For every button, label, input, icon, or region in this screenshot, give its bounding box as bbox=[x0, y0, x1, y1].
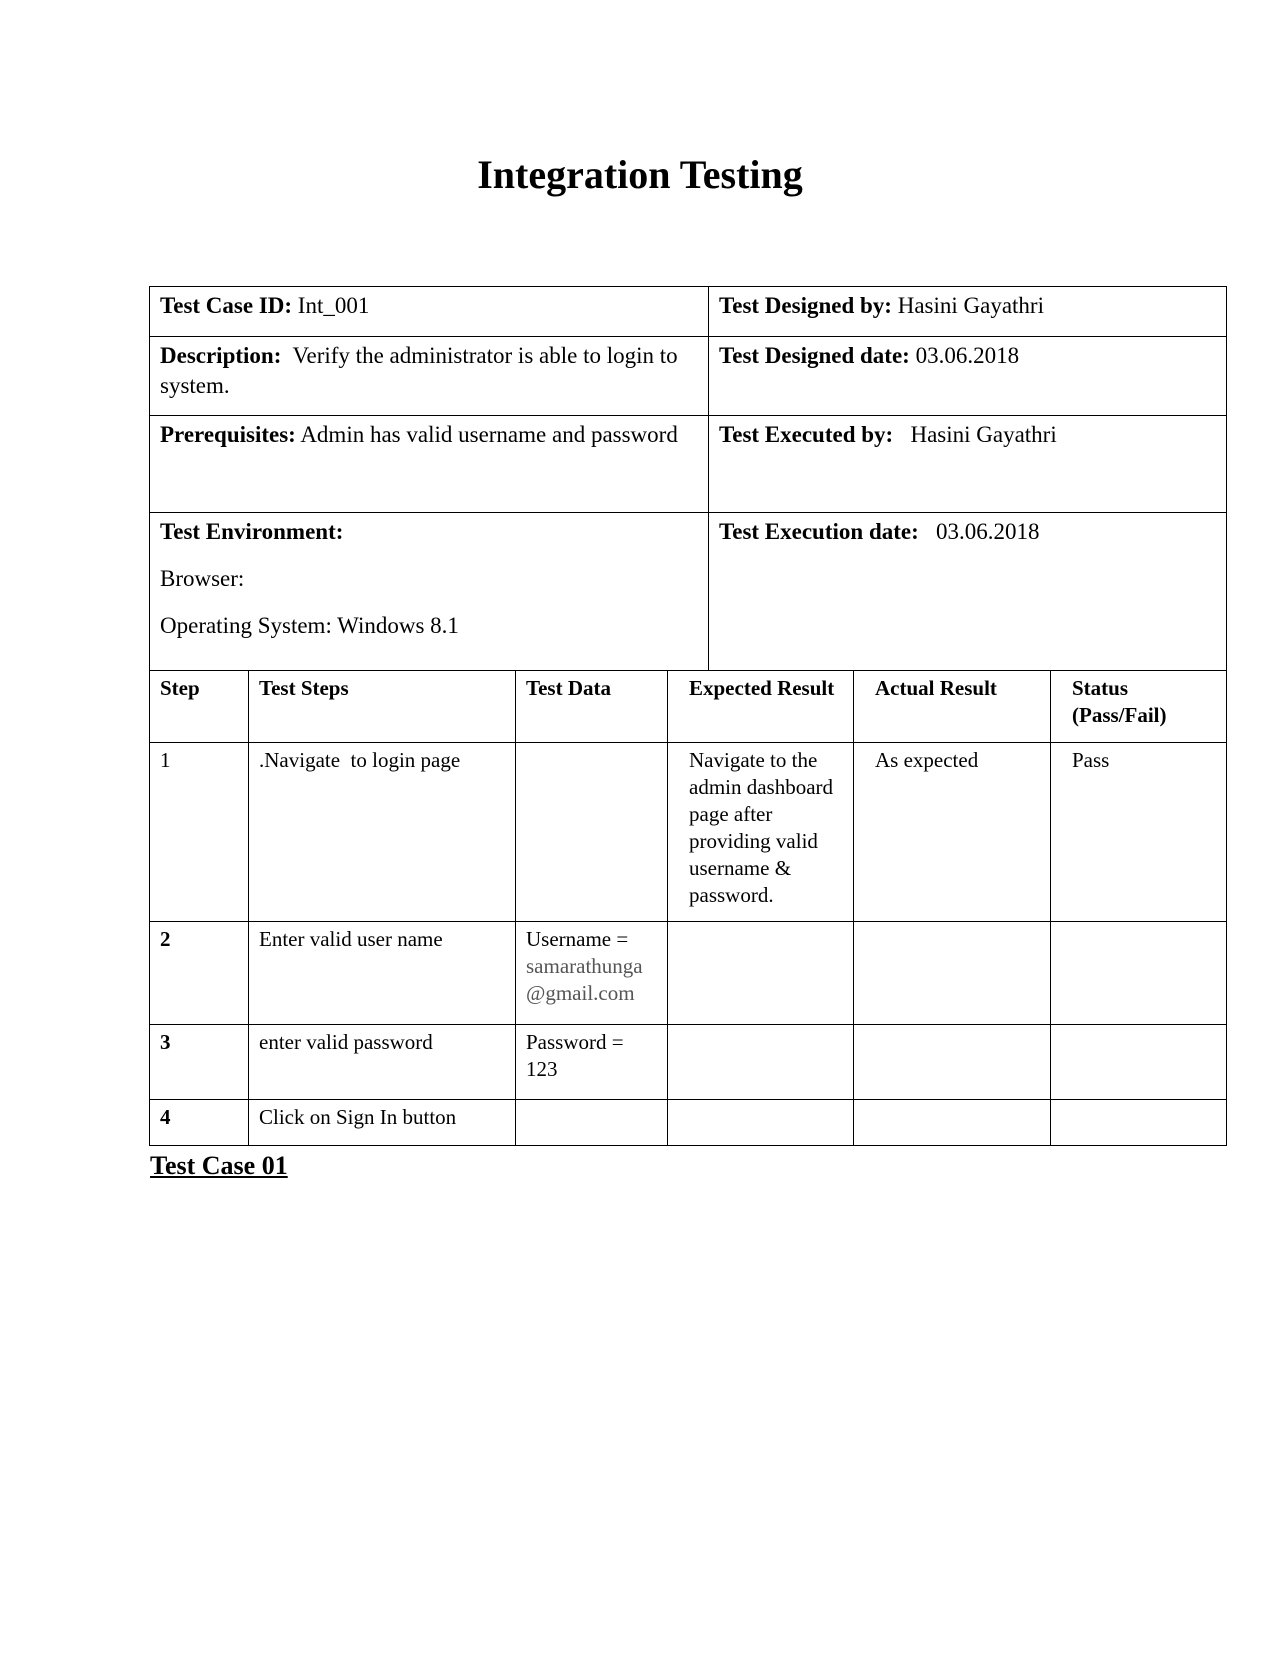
designed-date-value: 03.06.2018 bbox=[909, 343, 1020, 368]
info-row-2 bbox=[150, 337, 1227, 416]
designed-date-cell bbox=[709, 337, 1227, 416]
prerequisites-value: Admin has valid username and password bbox=[295, 422, 678, 447]
step-expected-result bbox=[668, 1100, 854, 1146]
step-test-data bbox=[516, 922, 668, 1025]
step-status: Pass bbox=[1051, 743, 1227, 922]
step-description: Enter valid user name bbox=[249, 922, 516, 1025]
step-number: 3 bbox=[150, 1025, 249, 1100]
step-expected-result bbox=[668, 1025, 854, 1100]
environment-cell bbox=[150, 513, 709, 671]
step-actual-result bbox=[854, 922, 1051, 1025]
info-row-4 bbox=[150, 513, 1227, 671]
steps-table bbox=[150, 671, 1227, 1146]
description-label: Description: bbox=[160, 343, 282, 368]
test-case-table bbox=[149, 286, 1227, 1146]
designed-date-label: Test Designed date: bbox=[719, 343, 910, 368]
header-step: Step bbox=[150, 671, 249, 743]
step-actual-result: As expected bbox=[854, 743, 1051, 922]
execution-date-value: 03.06.2018 bbox=[918, 519, 1040, 544]
step-number: 4 bbox=[150, 1100, 249, 1146]
test-case-id-label: Test Case ID: bbox=[160, 293, 293, 318]
step-status bbox=[1051, 1100, 1227, 1146]
step-test-data bbox=[516, 743, 668, 922]
designed-by-value: Hasini Gayathri bbox=[891, 293, 1044, 318]
browser-line: Browser: bbox=[160, 566, 245, 591]
page-title: Integration Testing bbox=[477, 152, 803, 197]
steps-header-row bbox=[150, 671, 1227, 743]
step-description: enter valid password bbox=[249, 1025, 516, 1100]
info-row-1 bbox=[150, 287, 1227, 337]
header-test-data: Test Data bbox=[516, 671, 668, 743]
table-caption: Test Case 01 bbox=[150, 1151, 288, 1180]
execution-date-cell bbox=[709, 513, 1227, 671]
step-actual-result bbox=[854, 1100, 1051, 1146]
test-case-id-cell bbox=[150, 287, 709, 337]
designed-by-cell bbox=[709, 287, 1227, 337]
step-test-data bbox=[516, 1025, 668, 1100]
step-status bbox=[1051, 922, 1227, 1025]
step-status bbox=[1051, 1025, 1227, 1100]
table-row bbox=[150, 922, 1227, 1025]
designed-by-label: Test Designed by: bbox=[719, 293, 892, 318]
prerequisites-cell bbox=[150, 416, 709, 513]
test-data-label: Password = bbox=[526, 1030, 624, 1054]
test-data-value: 123 bbox=[526, 1057, 558, 1081]
executed-by-label: Test Executed by: bbox=[719, 422, 894, 447]
step-number: 1 bbox=[150, 743, 249, 922]
step-expected-result: Navigate to the admin dashboard page after providing valid username & password. bbox=[668, 743, 854, 922]
step-description: Click on Sign In button bbox=[249, 1100, 516, 1146]
info-row-3 bbox=[150, 416, 1227, 513]
step-actual-result bbox=[854, 1025, 1051, 1100]
test-data-label: Username = bbox=[526, 927, 629, 951]
step-description: .Navigate to login page bbox=[249, 743, 516, 922]
table-row bbox=[150, 1025, 1227, 1100]
header-status: Status (Pass/Fail) bbox=[1051, 671, 1227, 743]
header-test-steps: Test Steps bbox=[249, 671, 516, 743]
table-row bbox=[150, 743, 1227, 922]
prerequisites-label: Prerequisites: bbox=[160, 422, 296, 447]
test-case-id-value: Int_001 bbox=[292, 293, 370, 318]
table-row bbox=[150, 1100, 1227, 1146]
test-data-value: samarathunga@gmail.com bbox=[526, 954, 643, 1005]
environment-label: Test Environment: bbox=[160, 519, 344, 544]
executed-by-value: Hasini Gayathri bbox=[893, 422, 1057, 447]
description-cell bbox=[150, 337, 709, 416]
step-number: 2 bbox=[150, 922, 249, 1025]
execution-date-label: Test Execution date: bbox=[719, 519, 919, 544]
header-actual-result: Actual Result bbox=[854, 671, 1051, 743]
description-value: Verify the administrator is able to login to system. bbox=[160, 343, 684, 398]
executed-by-cell bbox=[709, 416, 1227, 513]
os-line: Operating System: Windows 8.1 bbox=[160, 613, 459, 638]
header-expected-result: Expected Result bbox=[668, 671, 854, 743]
step-test-data bbox=[516, 1100, 668, 1146]
step-expected-result bbox=[668, 922, 854, 1025]
